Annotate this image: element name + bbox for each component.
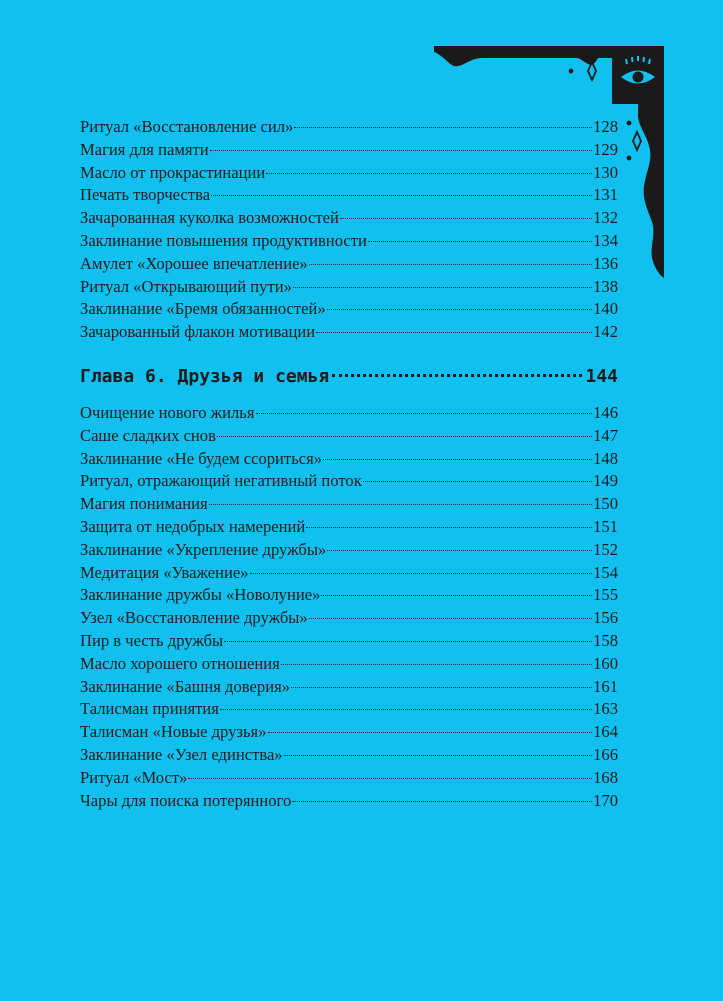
toc-entry-page-number: 164 bbox=[593, 722, 618, 742]
dot-leader bbox=[250, 573, 593, 574]
dot-leader bbox=[327, 309, 592, 310]
toc-entry-page-number: 152 bbox=[593, 539, 618, 559]
toc-entry-title: Заклинание «Узел единства» bbox=[80, 744, 283, 764]
toc-entry-page-number: 131 bbox=[593, 185, 618, 205]
toc-entry[interactable] bbox=[80, 562, 618, 585]
toc-entry[interactable] bbox=[80, 767, 618, 790]
toc-entry-title: Магия понимания bbox=[80, 494, 208, 514]
toc-entry[interactable] bbox=[80, 116, 618, 139]
toc-entry-page-number: 156 bbox=[593, 608, 618, 628]
toc-entry-page-number: 132 bbox=[593, 208, 618, 228]
toc-entry-page-number: 130 bbox=[593, 162, 618, 182]
toc-entry[interactable] bbox=[80, 698, 618, 721]
dot-leader bbox=[284, 755, 593, 756]
dot-leader bbox=[363, 481, 592, 482]
toc-entry-title: Талисман принятия bbox=[80, 699, 219, 719]
toc-entry-title: Защита от недобрых намерений bbox=[80, 516, 306, 536]
toc-entry-page-number: 170 bbox=[593, 790, 618, 810]
dot-leader bbox=[256, 413, 593, 414]
toc-entry-page-number: 149 bbox=[593, 471, 618, 491]
dot-leader bbox=[294, 127, 592, 128]
toc-entry-title: Заклинание «Бремя обязанностей» bbox=[80, 299, 326, 319]
toc-entry-page-number: 136 bbox=[593, 253, 618, 273]
toc-entry-page-number: 138 bbox=[593, 276, 618, 296]
dot-leader bbox=[293, 287, 592, 288]
dot-leader bbox=[188, 778, 592, 779]
toc-entry-title: Масло хорошего отношения bbox=[80, 653, 280, 673]
toc-entry-title: Магия для памяти bbox=[80, 139, 209, 159]
toc-entry-page-number: 146 bbox=[593, 402, 618, 422]
toc-entry-title: Заклинание повышения продуктивности bbox=[80, 230, 367, 250]
toc-entry[interactable] bbox=[80, 653, 618, 676]
toc-entry[interactable] bbox=[80, 253, 618, 276]
dot-leader bbox=[217, 436, 592, 437]
toc-entry[interactable] bbox=[80, 607, 618, 630]
toc-entry-page-number: 168 bbox=[593, 767, 618, 787]
toc-entry[interactable] bbox=[80, 207, 618, 230]
toc-entry-page-number: 150 bbox=[593, 494, 618, 514]
toc-entry-page-number: 154 bbox=[593, 562, 618, 582]
toc-entry-title: Чары для поиска потерянного bbox=[80, 790, 292, 810]
toc-entry[interactable] bbox=[80, 539, 618, 562]
dot-leader bbox=[281, 664, 592, 665]
dot-leader bbox=[211, 195, 592, 196]
dot-leader bbox=[309, 618, 592, 619]
toc-entry-page-number: 142 bbox=[593, 322, 618, 342]
toc-entry[interactable] bbox=[80, 493, 618, 516]
toc-entry[interactable] bbox=[80, 425, 618, 448]
toc-section-a bbox=[80, 116, 618, 344]
toc-entry-title: Зачарованный флакон мотивации bbox=[80, 322, 316, 342]
toc-entry[interactable] bbox=[80, 676, 618, 699]
chapter-page-number: 144 bbox=[585, 365, 618, 387]
dot-leader bbox=[323, 459, 592, 460]
toc-entry-page-number: 163 bbox=[593, 699, 618, 719]
toc-entry-page-number: 158 bbox=[593, 630, 618, 650]
toc-section-b bbox=[80, 402, 618, 812]
dot-leader bbox=[292, 801, 592, 802]
toc-entry-title: Печать творчества bbox=[80, 185, 211, 205]
toc-entry-title: Заклинание «Башня доверия» bbox=[80, 676, 290, 696]
chapter-heading[interactable] bbox=[80, 364, 618, 390]
dot-leader bbox=[224, 641, 592, 642]
toc-entry[interactable] bbox=[80, 162, 618, 185]
toc-entry[interactable] bbox=[80, 516, 618, 539]
toc-entry-title: Медитация «Уважение» bbox=[80, 562, 249, 582]
toc-entry-page-number: 161 bbox=[593, 676, 618, 696]
toc-entry-title: Заклинание «Укрепление дружбы» bbox=[80, 539, 327, 559]
dot-leader bbox=[306, 527, 592, 528]
toc-entry-title: Ритуал «Восстановление сил» bbox=[80, 117, 294, 136]
toc-entry-title: Узел «Восстановление дружбы» bbox=[80, 608, 308, 628]
toc-entry-title: Саше сладких снов bbox=[80, 425, 216, 445]
dot-leader bbox=[309, 264, 592, 265]
toc-entry-page-number: 160 bbox=[593, 653, 618, 673]
dot-leader bbox=[321, 595, 592, 596]
toc-entry-page-number: 134 bbox=[593, 230, 618, 250]
toc-entry[interactable] bbox=[80, 744, 618, 767]
toc-entry[interactable] bbox=[80, 721, 618, 744]
toc-entry-page-number: 151 bbox=[593, 516, 618, 536]
chapter-title: Глава 6. Друзья и семья bbox=[80, 365, 330, 387]
dot-leader bbox=[209, 504, 592, 505]
toc-entry[interactable] bbox=[80, 790, 618, 813]
toc-entry-title: Заклинание «Не будем ссориться» bbox=[80, 448, 323, 468]
toc-entry[interactable] bbox=[80, 298, 618, 321]
toc-entry-page-number: 128 bbox=[593, 117, 618, 136]
toc-entry[interactable] bbox=[80, 139, 618, 162]
toc-entry-page-number: 166 bbox=[593, 744, 618, 764]
toc-entry[interactable] bbox=[80, 448, 618, 471]
dot-leader bbox=[268, 732, 593, 733]
dot-leader bbox=[210, 150, 593, 151]
toc-entry-title: Заклинание дружбы «Новолуние» bbox=[80, 585, 321, 605]
dot-leader bbox=[340, 218, 592, 219]
dot-leader bbox=[327, 550, 592, 551]
toc-entry[interactable] bbox=[80, 230, 618, 253]
toc-entry-title: Зачарованная куколка возможностей bbox=[80, 208, 339, 228]
toc-entry-page-number: 140 bbox=[593, 299, 618, 319]
toc-entry-page-number: 155 bbox=[593, 585, 618, 605]
toc-entry-title: Талисман «Новые друзья» bbox=[80, 722, 267, 742]
toc-entry-title: Масло от прокрастинации bbox=[80, 162, 266, 182]
dot-leader bbox=[291, 687, 592, 688]
toc-entry[interactable] bbox=[80, 584, 618, 607]
dot-leader bbox=[316, 332, 592, 333]
toc-entry-title: Ритуал «Открывающий пути» bbox=[80, 276, 292, 296]
toc-entry-title: Ритуал «Мост» bbox=[80, 767, 188, 787]
toc-entry-page-number: 148 bbox=[593, 448, 618, 468]
dot-leader bbox=[220, 709, 592, 710]
toc-entry[interactable] bbox=[80, 402, 618, 425]
toc-entry-title: Очищение нового жилья bbox=[80, 402, 255, 422]
toc-entry-page-number: 129 bbox=[593, 139, 618, 159]
table-of-contents bbox=[80, 116, 618, 812]
toc-entry[interactable] bbox=[80, 184, 618, 207]
toc-entry[interactable] bbox=[80, 321, 618, 344]
toc-entry[interactable] bbox=[80, 470, 618, 493]
toc-entry-title: Пир в честь дружбы bbox=[80, 630, 224, 650]
toc-entry-title: Ритуал, отражающий негативный поток bbox=[80, 471, 362, 491]
toc-entry[interactable] bbox=[80, 276, 618, 299]
dot-leader bbox=[266, 173, 592, 174]
toc-entry-title: Амулет «Хорошее впечатление» bbox=[80, 253, 308, 273]
toc-entry[interactable] bbox=[80, 630, 618, 653]
chapter-leader bbox=[332, 374, 582, 377]
toc-entry-page-number: 147 bbox=[593, 425, 618, 445]
dot-leader bbox=[368, 241, 592, 242]
